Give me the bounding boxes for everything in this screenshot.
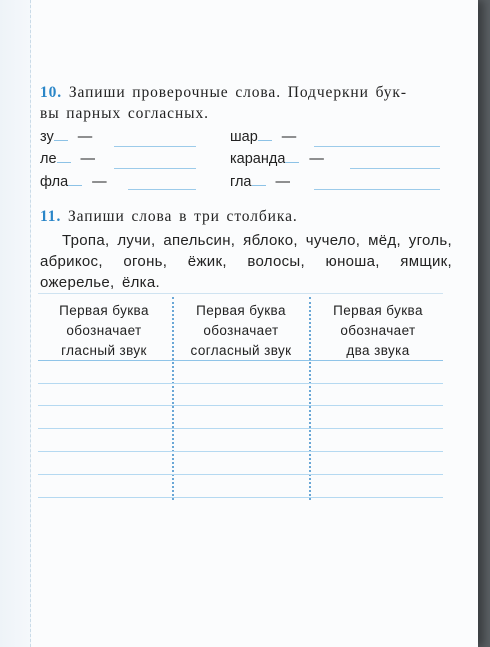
column-header-line: обозначает (340, 323, 416, 338)
task-10-instructions (40, 82, 450, 124)
word-item (230, 128, 296, 145)
table-row-line[interactable] (38, 405, 443, 406)
letter-blank[interactable] (57, 150, 71, 163)
word-stem: фла (40, 174, 69, 190)
column-divider (172, 297, 174, 500)
word-stem: зу (40, 129, 54, 145)
word-item (230, 150, 324, 167)
task-11-title: Запиши слова в три столбика. (68, 208, 298, 225)
answer-line[interactable] (128, 189, 196, 190)
task-10-text-line1: Запиши проверочные слова. Подчеркни бук- (68, 84, 407, 101)
table-row-line[interactable] (38, 474, 443, 475)
task-10-text-line2: вы парных согласных. (40, 105, 209, 122)
task-10-number: 10. (40, 84, 63, 101)
word-stem: ле (40, 151, 57, 167)
answer-line[interactable] (314, 189, 440, 190)
word-item (230, 173, 290, 190)
table-row-line[interactable] (38, 497, 443, 498)
column-header-line: Первая буква (196, 303, 286, 318)
column-header-line: гласный звук (61, 343, 147, 358)
table-row-line[interactable] (38, 428, 443, 429)
word-dash: — (92, 174, 107, 190)
table-row-line[interactable] (38, 451, 443, 452)
table-row-line[interactable] (38, 383, 443, 384)
answer-line[interactable] (114, 146, 196, 147)
word-item (40, 150, 95, 167)
word-dash: — (309, 151, 324, 167)
letter-blank[interactable] (54, 128, 68, 141)
column-header-line: Первая буква (333, 303, 423, 318)
letter-blank[interactable] (285, 150, 299, 163)
letter-blank[interactable] (68, 173, 82, 186)
word-item (40, 173, 107, 190)
answer-line[interactable] (114, 168, 196, 169)
column-header-two-sounds (314, 301, 442, 361)
table-top-line (38, 293, 443, 294)
column-header-line: Первая буква (59, 303, 149, 318)
word-stem: шар (230, 129, 258, 145)
word-stem: каранда (230, 151, 286, 167)
column-header-vowel (40, 301, 168, 361)
word-dash: — (275, 174, 290, 190)
letter-blank[interactable] (252, 173, 266, 186)
word-dash: — (80, 151, 96, 167)
answer-line[interactable] (314, 146, 440, 147)
column-header-line: обозначает (203, 323, 279, 338)
task-11-number: 11. (40, 208, 62, 225)
word-dash: — (77, 129, 93, 145)
column-header-line: согласный звук (190, 343, 292, 358)
column-divider (309, 297, 311, 500)
letter-blank[interactable] (258, 128, 272, 141)
page-margin (0, 0, 31, 647)
column-header-consonant (176, 301, 306, 361)
column-header-line: два звука (346, 343, 410, 358)
task-11-instructions (40, 206, 450, 227)
word-stem: гла (230, 174, 252, 190)
word-dash: — (281, 129, 297, 145)
answer-line[interactable] (350, 168, 440, 169)
table-header-line (38, 360, 443, 361)
column-header-line: обозначает (66, 323, 142, 338)
word-item (40, 128, 92, 145)
word-list: Тропа, лучи, апельсин, яблоко, чучело, мёд, уголь, абрикос, огонь, ёжик, волосы, юноша, ямщик, ожерелье, ёлка. (40, 232, 452, 291)
